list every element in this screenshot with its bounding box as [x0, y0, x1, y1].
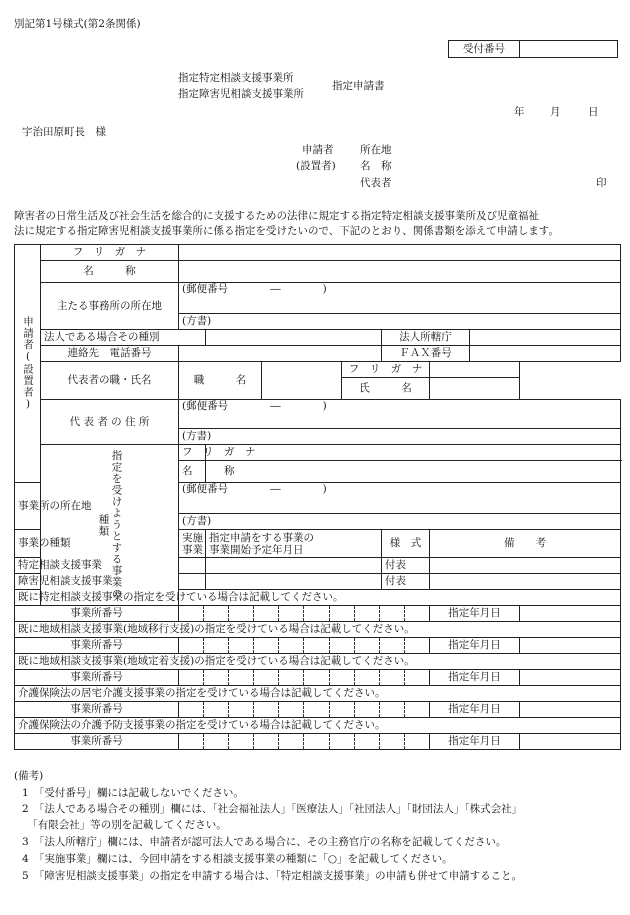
prev-heading-4: 介護保険法の居宅介護支援事業の指定を受けている場合は記載してください。 [15, 686, 621, 702]
rep-address-postal[interactable]: (郵便番号 ― ) [179, 400, 621, 429]
office-no-field-5[interactable] [179, 734, 430, 750]
notes-head: (備考) [14, 770, 44, 782]
date-year: 年 [514, 106, 525, 118]
office-address-label: 事業所の所在地 [15, 483, 41, 530]
jurisdiction-field[interactable] [470, 330, 621, 346]
biz-name-field[interactable] [206, 461, 621, 483]
biz-type-header: 事業の種類 [15, 530, 41, 558]
applicant-label2: (設置者) [296, 160, 336, 172]
main-office-postal[interactable]: (郵便番号 ― ) [179, 283, 621, 314]
applicant-address-label: 所在地 [360, 144, 392, 156]
intro-line2: 法に規定する指定障害児相談支援事業所に係る指定を受けたいので、下記のとおり、関係書類を添えて申請します。 [14, 225, 559, 237]
note-5: 5 「障害児相談支援事業」の指定を申請する場合は、「特定相談支援事業」の申請も併せて申請すること。 [22, 870, 523, 882]
intro-line1: 障害者の日常生活及び社会生活を総合的に支援するための法律に規定する指定特定相談支援事業所及び児童福祉 [14, 210, 539, 222]
office-no-label-1: 事業所番号 [15, 606, 179, 622]
prev-heading-3: 既に地域相談支援事業(地域定着支援)の指定を受けている場合は記載してください。 [15, 654, 621, 670]
title-line1: 指定特定相談支援事業所 [178, 72, 294, 84]
designated-date-label-3: 指定年月日 [430, 670, 520, 686]
furigana-label: フ リ ガ ナ [41, 245, 179, 261]
designated-date-label-5: 指定年月日 [430, 734, 520, 750]
addressee: 宇治田原町長 様 [22, 126, 106, 138]
designated-date-label-4: 指定年月日 [430, 702, 520, 718]
svc1-start[interactable] [206, 558, 382, 574]
designated-date-field-3[interactable] [520, 670, 621, 686]
group-applicant: 申請者(設置者) [15, 245, 41, 483]
seal-mark: 印 [596, 177, 607, 189]
svc2-start[interactable] [206, 574, 382, 590]
svc2-form: 付表 [382, 574, 430, 590]
prev-heading-1: 既に特定相談支援事業の指定を受けている場合は記載してください。 [15, 590, 621, 606]
note-1: 1 「受付番号」欄には記載しないでください。 [22, 787, 244, 799]
main-office-label: 主たる事務所の所在地 [41, 283, 179, 330]
note-3: 3 「法人所轄庁」欄には、申請者が認可法人である場合に、その主務官庁の名称を記載してください。 [22, 836, 507, 848]
title-line2: 指定障害児相談支援事業所 [178, 88, 304, 100]
office-no-field-1[interactable] [179, 606, 430, 622]
applicant-rep-label: 代表者 [360, 177, 392, 189]
title-suffix: 指定申請書 [332, 80, 385, 92]
designated-date-field-1[interactable] [520, 606, 621, 622]
start-date-header: 指定申請をする事業の 事業開始予定年月日 [206, 530, 382, 558]
rep-title-label: 代表者の職・氏名 [41, 362, 179, 400]
phone-field[interactable] [179, 346, 382, 362]
office-no-field-4[interactable] [179, 702, 430, 718]
designated-date-label-2: 指定年月日 [430, 638, 520, 654]
applicant-label: 申請者 [302, 144, 334, 156]
fax-label: ＦＡＸ番号 [382, 346, 470, 362]
rep-address-katagaki[interactable]: (方書) [179, 429, 621, 445]
biz-furigana-label: フ リ ガ ナ [179, 445, 206, 461]
office-no-label-5: 事業所番号 [15, 734, 179, 750]
main-office-katagaki[interactable]: (方書) [179, 314, 621, 330]
office-no-field-3[interactable] [179, 670, 430, 686]
biz-furigana-field[interactable] [206, 445, 621, 461]
note-2: 2 「法人である場合その種別」欄には、「社会福祉法人」「医療法人」「社団法人」「財団法人」「株式会社」 [22, 803, 523, 815]
designated-date-field-2[interactable] [520, 638, 621, 654]
rep-name-label: 氏 名 [342, 378, 430, 400]
rep-furigana-field[interactable] [430, 362, 520, 378]
office-no-label-3: 事業所番号 [15, 670, 179, 686]
svc1-label: 特定相談支援事業 [15, 558, 41, 574]
designated-date-label-1: 指定年月日 [430, 606, 520, 622]
impl-header: 実施 事業 [179, 530, 206, 558]
name-field[interactable] [179, 261, 621, 283]
office-no-field-2[interactable] [179, 638, 430, 654]
position-field[interactable] [262, 362, 342, 400]
svc2-remarks[interactable] [430, 574, 621, 590]
biz-name-label: 名 称 [179, 461, 206, 483]
applicant-name-label: 名 称 [360, 160, 392, 172]
note-2b: 「有限会社」等の別を記載してください。 [22, 819, 227, 831]
svc1-form: 付表 [382, 558, 430, 574]
designated-date-field-4[interactable] [520, 702, 621, 718]
receipt-value[interactable] [520, 41, 617, 57]
svc2-label: 障害児相談支援事業 [15, 574, 41, 590]
office-address-katagaki[interactable]: (方書) [179, 514, 621, 530]
receipt-box [448, 40, 618, 58]
fax-field[interactable] [470, 346, 621, 362]
jurisdiction-label: 法人所轄庁 [382, 330, 470, 346]
date-day: 日 [588, 106, 599, 118]
group-business: 指定を受けようとする事業の種類 [41, 445, 179, 606]
form-header: 様 式 [382, 530, 430, 558]
svc1-impl[interactable] [179, 558, 206, 574]
prev-heading-2: 既に地域相談支援事業(地域移行支援)の指定を受けている場合は記載してください。 [15, 622, 621, 638]
corp-type-field[interactable] [206, 330, 382, 346]
remarks-header: 備 考 [430, 530, 621, 558]
name-label: 名 称 [41, 261, 179, 283]
rep-address-label: 代 表 者 の 住 所 [41, 400, 179, 445]
designated-date-field-5[interactable] [520, 734, 621, 750]
contact-label: 連絡先 電話番号 [41, 346, 179, 362]
receipt-label: 受付番号 [449, 41, 520, 57]
svc1-remarks[interactable] [430, 558, 621, 574]
office-no-label-4: 事業所番号 [15, 702, 179, 718]
note-4: 4 「実施事業」欄には、今回申請をする相談支援事業の種類に「○」を記載してください。 [22, 853, 453, 865]
form-id: 別記第1号様式(第2条関係) [14, 18, 141, 30]
rep-furigana-label: フ リ ガ ナ [342, 362, 430, 378]
corp-type-label: 法人である場合その種別 [41, 330, 206, 346]
office-address-postal[interactable]: (郵便番号 ― ) [179, 483, 621, 514]
date-month: 月 [550, 106, 561, 118]
office-no-label-2: 事業所番号 [15, 638, 179, 654]
furigana-field[interactable] [179, 245, 621, 261]
prev-heading-5: 介護保険法の介護予防支援事業の指定を受けている場合は記載してください。 [15, 718, 621, 734]
svc2-impl[interactable] [179, 574, 206, 590]
position-label: 職 名 [179, 362, 262, 400]
application-table [14, 244, 621, 750]
rep-name-field[interactable] [430, 378, 520, 400]
